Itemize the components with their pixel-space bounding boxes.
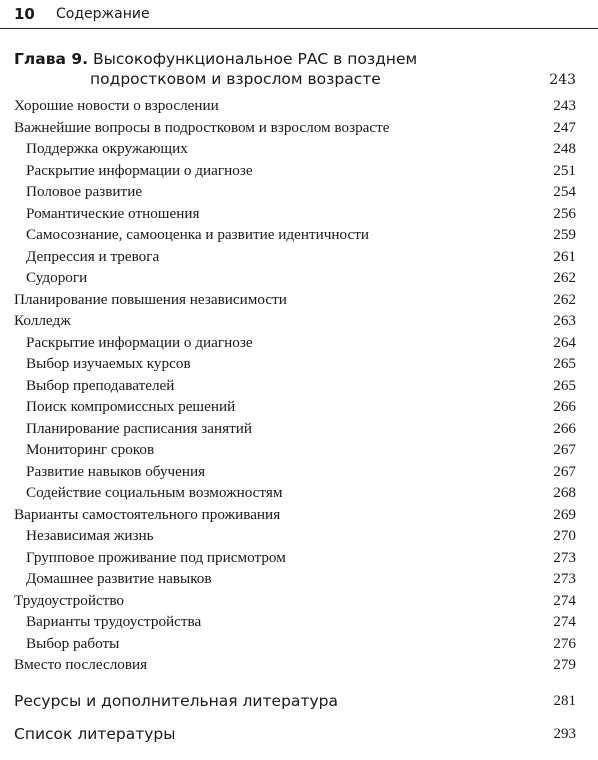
toc-entry-title: Планирование расписания занятий (26, 419, 253, 437)
toc-entry-page: 263 (553, 312, 576, 329)
chapter-title-line1 (14, 49, 576, 69)
toc-entry-title: Планирование повышения независимости (14, 290, 287, 308)
toc-entry-title: Самосознание, самооценка и развитие идентичности (26, 226, 369, 243)
toc-entry-title: Депрессия и тревога (26, 247, 160, 265)
toc-entry-title: Содействие социальным возможностям (26, 484, 283, 501)
resources-page: 281 (553, 693, 576, 709)
toc-entry-page: 256 (553, 204, 576, 222)
toc-entry-title: Поиск компромиссных решений (26, 398, 236, 415)
toc-entry (14, 396, 576, 418)
toc-entry (14, 160, 576, 182)
page-number: 10 (14, 5, 35, 23)
toc-entry (14, 482, 576, 504)
toc-entry (14, 353, 576, 375)
toc-entry-page: 259 (553, 226, 576, 243)
toc-entry-title: Раскрытие информации о диагнозе (26, 333, 253, 351)
toc-entry (14, 289, 576, 311)
toc-entry (14, 568, 576, 590)
toc-entry-page: 279 (553, 656, 576, 673)
toc-entry (14, 246, 576, 268)
toc-entry-title: Поддержка окружающих (26, 140, 188, 157)
toc-entry (14, 611, 576, 633)
toc-entry-title: Развитие навыков обучения (26, 462, 206, 480)
chapter-title-line2: подростковом и взрослом возрасте (90, 70, 381, 88)
toc-entry-page: 266 (553, 419, 576, 437)
toc-entry (14, 267, 576, 289)
toc-entry-page: 247 (553, 118, 576, 136)
toc-entry (14, 117, 576, 139)
toc-entry-title: Домашнее развитие навыков (26, 570, 212, 587)
toc-entry-page: 274 (553, 591, 576, 609)
running-head (0, 0, 598, 29)
toc-entry-page: 267 (553, 462, 576, 480)
toc-entry (14, 439, 576, 461)
toc-entry-page: 267 (553, 441, 576, 458)
toc-entry-title: Колледж (14, 312, 71, 329)
toc-entry-title: Хорошие новости о взрослении (14, 97, 219, 114)
chapter-title-text: Высокофункциональное РАС в позднем (92, 50, 418, 68)
toc-entry-page: 261 (553, 247, 576, 265)
toc-entry-page: 274 (553, 613, 576, 630)
toc-entry-title: Выбор преподавателей (26, 376, 175, 394)
toc-entry-title: Важнейшие вопросы в подростковом и взрослом возрасте (14, 118, 390, 136)
resources-title: Ресурсы и дополнительная литература (14, 692, 338, 710)
toc-list (14, 95, 576, 676)
toc-entry-page: 273 (553, 548, 576, 566)
toc-entry-page: 264 (553, 333, 576, 351)
toc-entry-page: 273 (553, 570, 576, 587)
references-title: Список литературы (14, 725, 176, 743)
toc-entry-page: 243 (553, 97, 576, 114)
toc-entry-title: Судороги (26, 269, 88, 286)
toc-entry-title: Вместо послесловия (14, 656, 148, 673)
toc-entry-page: 270 (553, 527, 576, 544)
toc-entry (14, 224, 576, 246)
toc-entry (14, 310, 576, 332)
toc-entry-title: Независимая жизнь (26, 527, 154, 544)
toc-entry-page: 254 (553, 183, 576, 200)
toc-entry (14, 181, 576, 203)
chapter-page: 243 (549, 72, 576, 88)
toc-entry-title: Варианты трудоустройства (26, 613, 202, 630)
toc-entry-page: 262 (553, 290, 576, 308)
toc-entry-page: 265 (553, 376, 576, 394)
toc-entry (14, 633, 576, 655)
toc-entry-title: Групповое проживание под присмотром (26, 548, 286, 566)
toc-entry-title: Варианты самостоятельного проживания (14, 505, 281, 523)
toc-entry (14, 590, 576, 612)
toc-entry (14, 332, 576, 354)
toc-entry (14, 375, 576, 397)
references-page: 293 (553, 726, 576, 742)
toc-entry-page: 268 (553, 484, 576, 501)
toc-entry-title: Романтические отношения (26, 204, 200, 222)
toc-entry (14, 461, 576, 483)
toc-entry (14, 504, 576, 526)
section-name: Содержание (56, 6, 150, 22)
toc-entry-title: Трудоустройство (14, 591, 124, 609)
toc-entry (14, 95, 576, 117)
toc-entry (14, 547, 576, 569)
toc-entry-page: 265 (553, 355, 576, 372)
toc-entry-page: 262 (553, 269, 576, 286)
toc-entry-page: 248 (553, 140, 576, 157)
toc-entry (14, 203, 576, 225)
toc-entry-references (14, 723, 576, 745)
toc-entry-page: 276 (553, 634, 576, 652)
toc-entry-resources (14, 690, 576, 712)
toc-entry-page: 266 (553, 398, 576, 415)
toc-entry-title: Мониторинг сроков (26, 441, 155, 458)
toc-entry-title: Выбор работы (26, 634, 120, 652)
chapter-label: Глава 9. (14, 50, 89, 68)
toc-entry-title: Раскрытие информации о диагнозе (26, 161, 253, 179)
toc-entry (14, 138, 576, 160)
toc-entry-title: Половое развитие (26, 183, 143, 200)
toc-entry (14, 654, 576, 676)
chapter-heading (14, 49, 576, 89)
toc-entry-page: 251 (553, 161, 576, 179)
toc-entry (14, 418, 576, 440)
toc-entry-page: 269 (553, 505, 576, 523)
toc-entry (14, 525, 576, 547)
toc-entry-title: Выбор изучаемых курсов (26, 355, 191, 372)
